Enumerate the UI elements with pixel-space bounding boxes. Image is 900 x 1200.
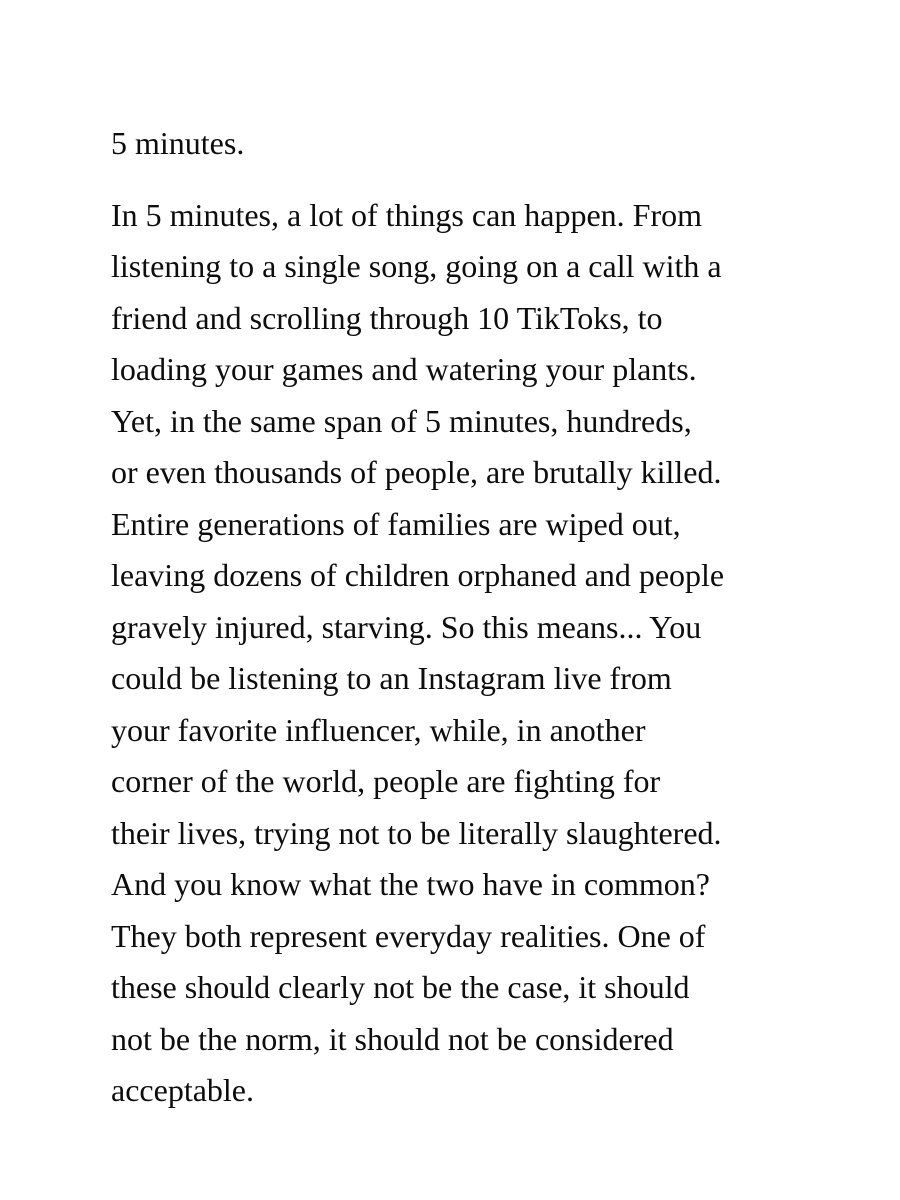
body-paragraph [111,190,801,1117]
paragraph-line: gravely injured, starving. So this means... You [111,608,702,645]
paragraph-line: leaving dozens of children orphaned and people [111,557,725,593]
document-text [111,118,801,1117]
paragraph-line: acceptable. [111,1072,254,1108]
paragraph-line: corner of the world, people are fighting for [111,763,661,799]
paragraph-line: loading your games and watering your plants. [111,351,697,387]
paragraph-line: could be listening to an Instagram live from [111,660,672,696]
paragraph-line: these should clearly not be the case, it should [111,969,690,1005]
paragraph-line: Yet, in the same span of 5 minutes, hundreds, [111,402,692,439]
paragraph-line: listening to a single song, going on a call with a [111,248,722,284]
paragraph-line: In 5 minutes, a lot of things can happen. From [111,196,703,233]
paragraph-line: And you know what the two have in common? [111,866,710,902]
paragraph-line: not be the norm, it should not be considered [111,1020,674,1057]
document-heading: 5 minutes. [111,125,245,161]
paragraph-line: their lives, trying not to be literally slaughtered. [111,814,722,851]
paragraph-line: friend and scrolling through 10 TikToks, to [111,299,663,336]
paragraph-line: your favorite influencer, while, in another [111,711,646,748]
paragraph-line: They both represent everyday realities. One of [111,917,706,954]
paragraph-line: Entire generations of families are wiped out, [111,505,681,542]
paragraph-line: or even thousands of people, are brutally killed. [111,454,722,490]
